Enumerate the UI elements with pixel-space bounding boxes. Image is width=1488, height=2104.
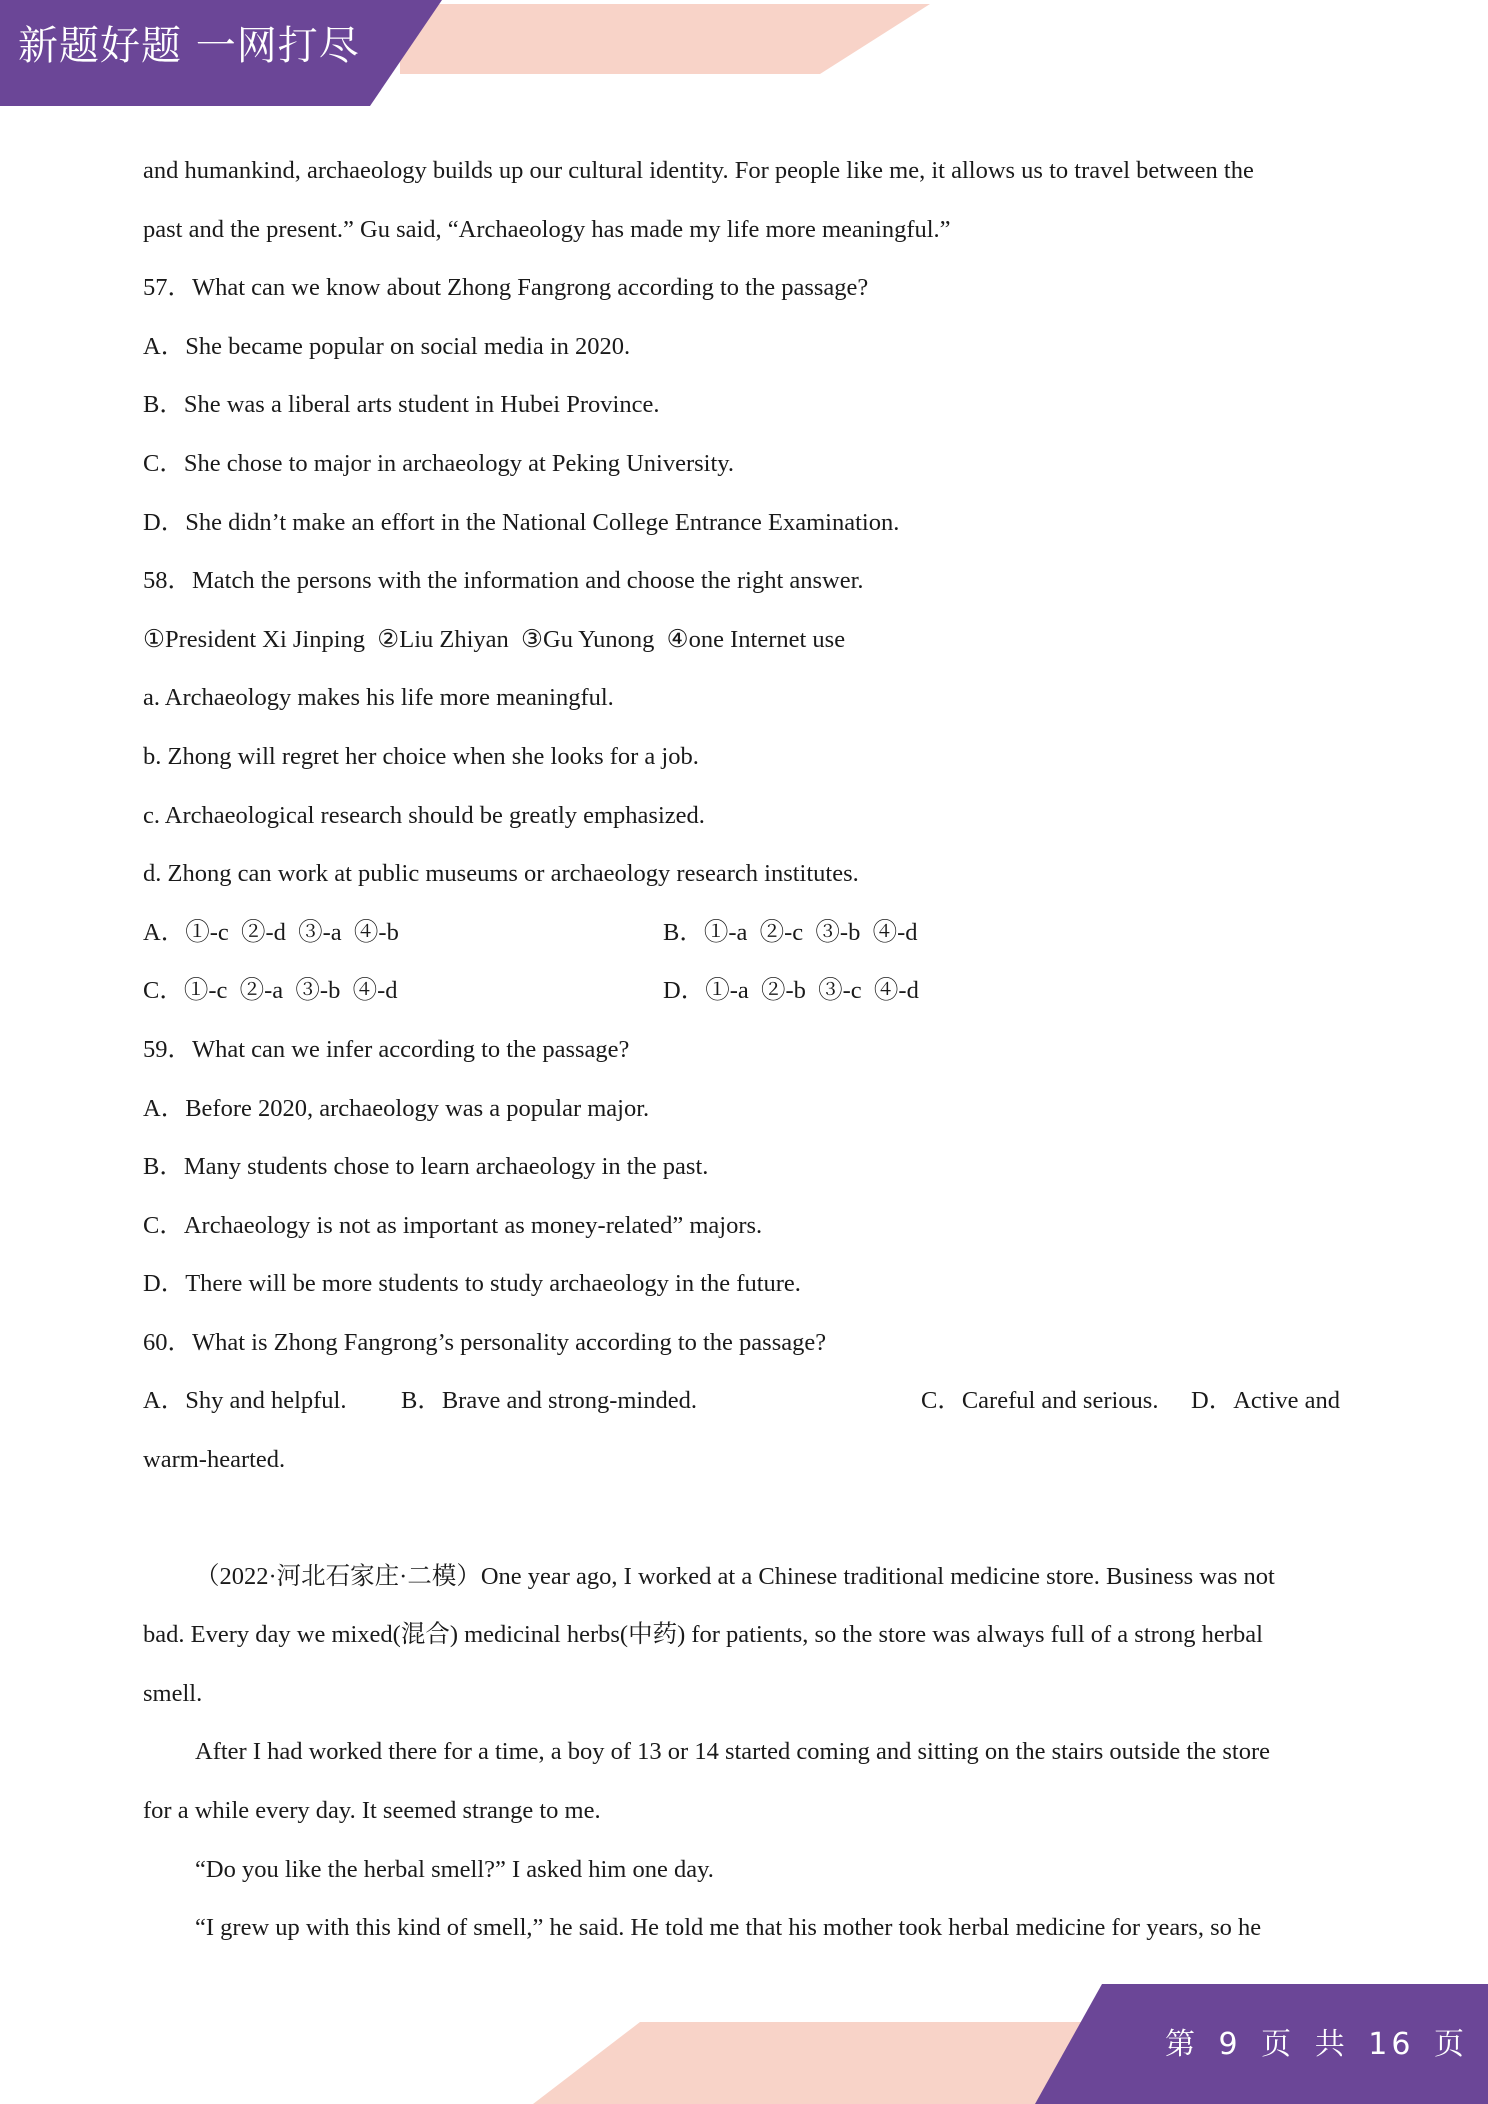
header-stripe <box>400 4 930 74</box>
q60-option-b: B．Brave and strong-minded. <box>401 1387 697 1415</box>
passage-line: “Do you like the herbal smell?” I asked him one day. <box>195 1855 714 1883</box>
q59-option-c: C．Archaeology is not as important as money-related” majors. <box>143 1211 763 1239</box>
passage-line <box>143 1548 1348 1607</box>
document-body <box>143 142 1348 1958</box>
q58-option-d: D．①-a ②-b ③-c ④-d <box>663 977 919 1005</box>
header-title: 新题好题 一网打尽 <box>18 23 360 69</box>
q59-option-b: B．Many students chose to learn archaeology in the past. <box>143 1153 709 1181</box>
q57-option-a: A．She became popular on social media in 2020. <box>143 332 631 360</box>
question-60-stem: 60．What is Zhong Fangrong’s personality according to the passage? <box>143 1328 827 1356</box>
q60-option-c: C．Careful and serious. <box>921 1387 1159 1415</box>
q59-option-a: A．Before 2020, archaeology was a popular major. <box>143 1094 650 1122</box>
passage-line: past and the present.” Gu said, “Archaeology has made my life more meaningful.” <box>143 215 951 243</box>
q58-options-row-2 <box>143 962 1348 1021</box>
q58-info-a: a. Archaeology makes his life more meaningful. <box>143 684 614 712</box>
section-gap <box>143 1490 1348 1548</box>
question-58-stem: 58．Match the persons with the information and choose the right answer. <box>143 567 864 595</box>
passage-line: “I grew up with this kind of smell,” he said. He told me that his mother took herbal medicine for years, so he <box>195 1914 1262 1942</box>
question-59-stem: 59．What can we infer according to the passage? <box>143 1035 630 1063</box>
q58-info-c: c. Archaeological research should be greatly emphasized. <box>143 801 705 829</box>
q57-option-d: D．She didn’t make an effort in the National College Entrance Examination. <box>143 508 900 536</box>
passage-intro-text: （2022·河北石家庄·二模）One year ago, I worked at a Chinese traditional medicine store. Business was not <box>195 1562 1275 1590</box>
passage-line: smell. <box>143 1679 203 1707</box>
page-number: 第 9 页 共 16 页 <box>1165 2027 1468 2062</box>
q57-option-b: B．She was a liberal arts student in Hubei Province. <box>143 391 660 419</box>
q60-option-a: A．Shy and helpful. <box>143 1387 347 1415</box>
q58-info-d: d. Zhong can work at public museums or archaeology research institutes. <box>143 860 859 888</box>
question-57-stem: 57．What can we know about Zhong Fangrong according to the passage? <box>143 274 869 302</box>
passage-line: After I had worked there for a time, a boy of 13 or 14 started coming and sitting on the stairs outside the store <box>195 1738 1270 1766</box>
q57-option-c: C．She chose to major in archaeology at Peking University. <box>143 449 735 477</box>
q58-option-a: A．①-c ②-d ③-a ④-b <box>143 918 399 946</box>
q59-option-d: D．There will be more students to study archaeology in the future. <box>143 1270 801 1298</box>
q58-persons: ①President Xi Jinping ②Liu Zhiyan ③Gu Yunong ④one Internet use <box>143 625 846 653</box>
q60-options-row <box>143 1372 1348 1431</box>
q58-info-b: b. Zhong will regret her choice when she looks for a job. <box>143 742 699 770</box>
passage-line: for a while every day. It seemed strange to me. <box>143 1797 601 1825</box>
q58-options-row-1 <box>143 904 1348 963</box>
passage-line: and humankind, archaeology builds up our cultural identity. For people like me, it allows us to travel between the <box>143 157 1254 184</box>
q60-option-d-wrap: warm-hearted. <box>143 1446 286 1474</box>
q58-option-c: C．①-c ②-a ③-b ④-d <box>143 977 398 1005</box>
passage-line: bad. Every day we mixed(混合) medicinal herbs(中药) for patients, so the store was always full of a strong herbal <box>143 1621 1263 1649</box>
footer-stripe <box>533 2022 1130 2104</box>
q60-option-d: D．Active and <box>1191 1387 1340 1415</box>
q58-option-b: B．①-a ②-c ③-b ④-d <box>663 918 918 946</box>
